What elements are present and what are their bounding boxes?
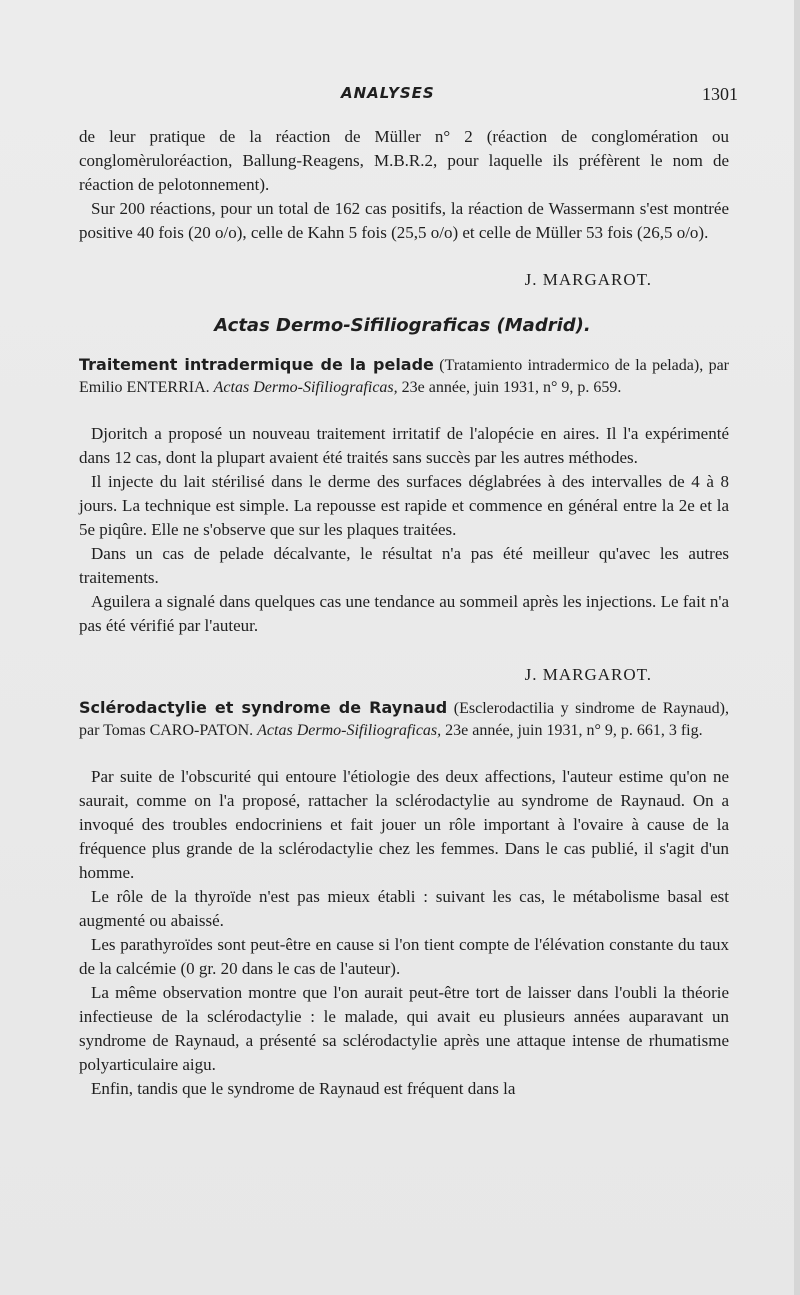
article-2-paragraph: Les parathyroïdes sont peut-être en cause si l'on tient compte de l'élévation constante du taux de la calcémie (0 gr. 20 dans le cas de l'auteur).: [79, 935, 729, 978]
article-2-paragraph: La même observation montre que l'on aurait peut-être tort de laisser dans l'oubli la théorie infectieuse de la sclérodactylie : le malade, qui avait eu plusieurs années auparavant un syndrome de Raynaud, a présenté sa sclérodactylie après une attaque intense de rhumatisme polyarticulaire aigu.: [79, 983, 729, 1074]
article-1-paragraph: Aguilera a signalé dans quelques cas une tendance au sommeil après les injections. Le fait n'a pas été vérifié par l'auteur.: [79, 592, 729, 635]
article-1-paragraph: Dans un cas de pelade décalvante, le résultat n'a pas été meilleur qu'avec les autres traitements.: [79, 544, 729, 587]
article-1-journal-ref: Actas Dermo-Sifiliograficas,: [213, 379, 398, 396]
article-1-paragraph: Djoritch a proposé un nouveau traitement irritatif de l'alopécie en aires. Il l'a expérimenté dans 12 cas, dont la plupart avaient été traités sans succès par les autres méthodes.: [79, 424, 729, 467]
intro-paragraph-2: Sur 200 réactions, pour un total de 162 cas positifs, la réaction de Wassermann s'est montrée positive 40 fois (20 o/o), celle de Kahn 5 fois (25,5 o/o) et celle de Müller 53 fois (26,5 o/o).: [79, 199, 729, 242]
intro-paragraph-1: de leur pratique de la réaction de Müller n° 2 (réaction de conglomération ou conglomèruloréaction, Ballung-Reagens, M.B.R.2, pour laquelle ils préfèrent le nom de réaction de pelotonnement).: [79, 127, 729, 194]
article-2-paragraph: Enfin, tandis que le syndrome de Raynaud est fréquent dans la: [91, 1079, 516, 1098]
article-1-body: [79, 422, 729, 638]
article-2-paragraph: Le rôle de la thyroïde n'est pas mieux établi : suivant les cas, le métabolisme basal est augmenté ou abaissé.: [79, 887, 729, 930]
article-1-subtitle: (Tratamiento intradermico de la pelada), par Emilio ENTERRIA.: [79, 357, 730, 396]
article-2-header: [79, 697, 729, 742]
article-1-paragraph: Il injecte du lait stérilisé dans le derme des surfaces déglabrées à des intervalles de 4 à 8 jours. La technique est simple. La repousse est rapide et commence en général entre la 2e et la 5e piqûre. Elle ne s'observe que sur les plaques traitées.: [79, 472, 729, 539]
article-2-subtitle: (Esclerodactilia y sindrome de Raynaud), par Tomas CARO-PATON.: [79, 700, 730, 739]
article-2-journal-ref: Actas Dermo-Sifiliograficas,: [257, 722, 442, 739]
journal-heading: Actas Dermo-Sifiliograficas (Madrid).: [214, 315, 591, 336]
signature: J. MARGAROT.: [524, 665, 652, 684]
signature: J. MARGAROT.: [524, 270, 652, 289]
article-2-body: [79, 765, 729, 1101]
running-header: ANALYSES: [341, 84, 435, 102]
article-1-header: [79, 354, 729, 399]
page-edge: [794, 0, 800, 1295]
page-number: 1301: [702, 84, 738, 104]
article-1-title: Traitement intradermique de la pelade: [79, 355, 434, 374]
article-1-details: 23e année, juin 1931, n° 9, p. 659.: [401, 379, 622, 396]
article-2-paragraph: Par suite de l'obscurité qui entoure l'étiologie des deux affections, l'auteur estime qu'on ne saurait, comme on l'a proposé, rattacher la sclérodactylie au syndrome de Raynaud. On a invoqué des troubles endocriniens et fait jouer un rôle important à l'ovaire à cause de la fréquence plus grande de la sclérodactylie chez les femmes. Dans le cas publié, il s'agit d'un homme.: [79, 767, 729, 882]
article-2-details: 23e année, juin 1931, n° 9, p. 661, 3 fig.: [445, 722, 703, 739]
article-2-title: Sclérodactylie et syndrome de Raynaud: [79, 698, 448, 717]
